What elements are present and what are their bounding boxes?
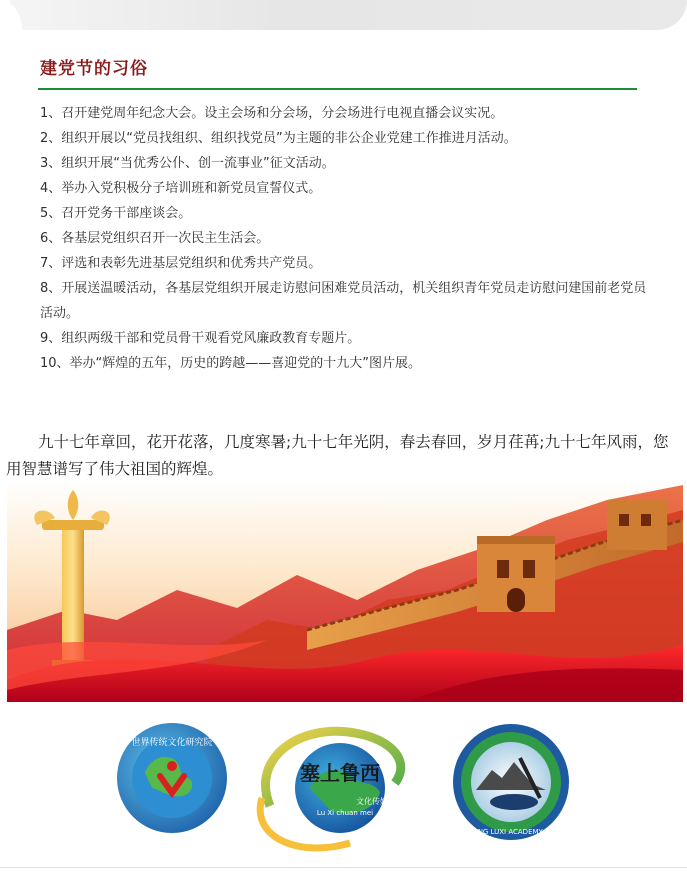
logo-1-title: 世界传统文化研究院 xyxy=(131,738,213,748)
logo-2-title: 塞上鲁西 xyxy=(300,761,380,785)
title-divider xyxy=(38,88,637,90)
logo-3-ring-text: SAISHANG LUXI ACADEMY OF ART xyxy=(451,828,571,836)
top-banner xyxy=(10,0,687,30)
logo-2-pinyin: Lu Xi chuan mei xyxy=(316,809,374,817)
list-item: 9、组织两级干部和党员骨干观看党风廉政教育专题片。 xyxy=(40,331,361,346)
list-item: 4、举办入党积极分子培训班和新党员宣誓仪式。 xyxy=(40,181,322,196)
logo-1-icon xyxy=(0,718,687,863)
great-wall-banner-image xyxy=(7,480,683,702)
list-item: 3、组织开展“当优秀公仆、创一流事业”征文活动。 xyxy=(40,156,335,171)
list-item: 10、举办“辉煌的五年，历史的跨越——喜迎党的十九大”图片展。 xyxy=(40,356,422,371)
list-item: 2、组织开展以“党员找组织、组织找党员”为主题的非公企业党建工作推进月活动。 xyxy=(40,131,517,146)
list-item: 1、召开建党周年纪念大会。设主会场和分会场，分会场进行电视直播会议实况。 xyxy=(40,106,504,121)
customs-list xyxy=(40,101,650,376)
section-title: 建党节的习俗 xyxy=(40,59,148,79)
list-item: 5、召开党务干部座谈会。 xyxy=(40,206,192,221)
list-item: 6、各基层党组织召开一次民主生活会。 xyxy=(40,231,270,246)
logo-row xyxy=(0,718,687,863)
body-paragraph: 九十七年章回，花开花落，几度寒暑;九十七年光阴，春去春回，岁月荏苒;九十七年风雨，您用智慧谱写了伟大祖国的辉煌。 xyxy=(6,433,669,478)
bottom-divider xyxy=(0,867,687,868)
list-item: 8、开展送温暖活动，各基层党组织开展走访慰问困难党员活动，机关组织青年党员走访慰问建国前老党员活动。 xyxy=(40,281,647,321)
logo-2-subtitle: 文化传媒 xyxy=(356,797,388,806)
list-item: 7、评选和表彰先进基层党组织和优秀共产党员。 xyxy=(40,256,322,271)
